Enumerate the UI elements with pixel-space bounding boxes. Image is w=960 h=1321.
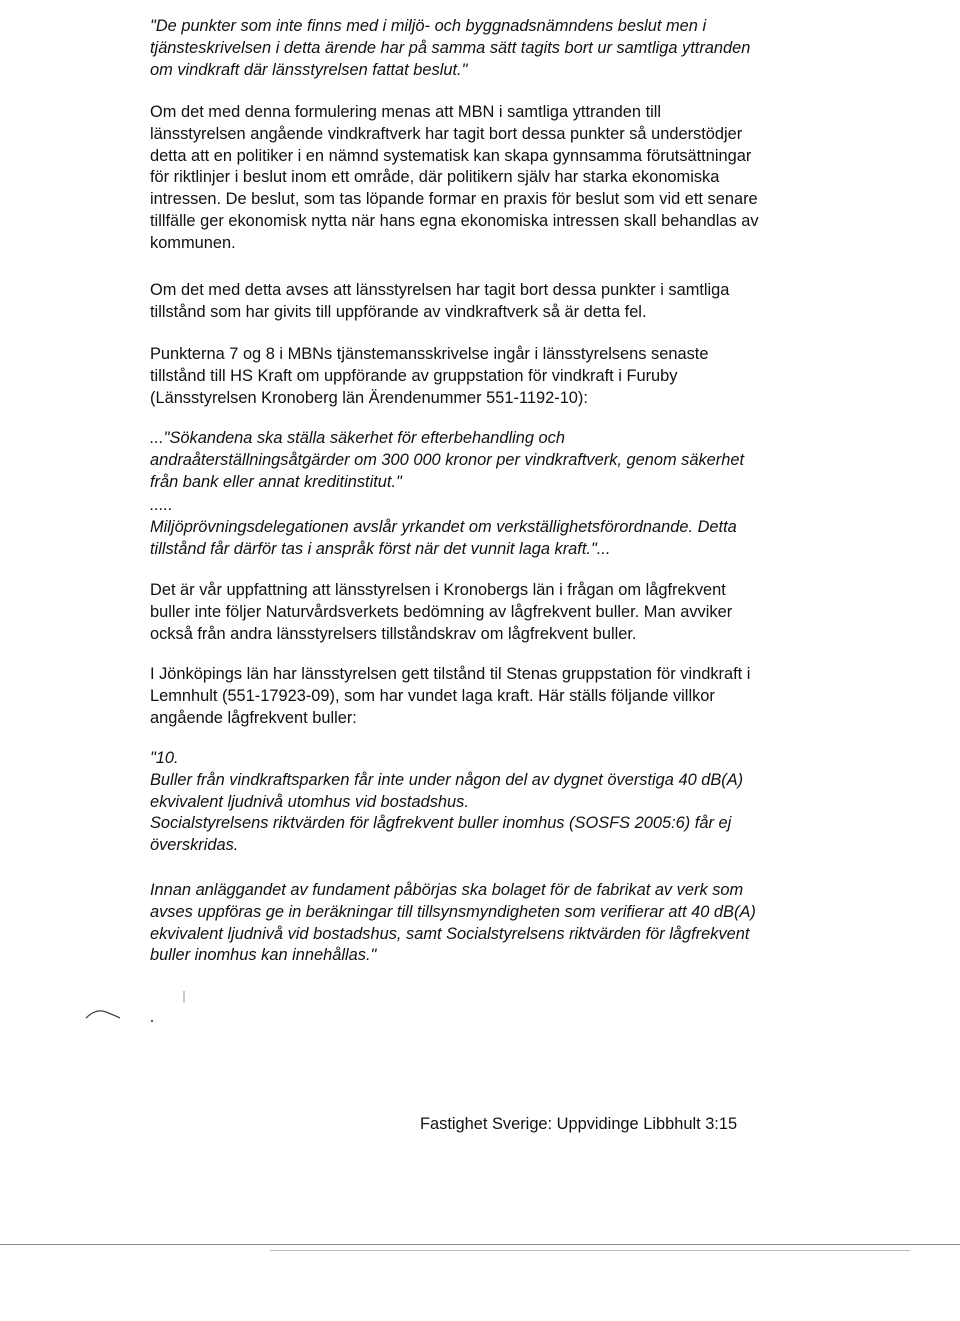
text-line: överskridas. bbox=[150, 836, 239, 855]
text-line: angående lågfrekvent buller: bbox=[150, 708, 357, 727]
text-line: tillstånd till HS Kraft om uppförande av gruppstation för vindkraft i Furuby bbox=[150, 366, 678, 385]
text-line: intressen. De beslut, som tas löpande formar en praxis för beslut som vid ett senare bbox=[150, 190, 758, 209]
text-line: om vindkraft där länsstyrelsen fattat beslut." bbox=[150, 60, 468, 79]
text-line: Det är vår uppfattning att länsstyrelsen i Kronobergs län i frågan om lågfrekvent bbox=[150, 581, 726, 599]
text-line: (Länsstyrelsen Kronoberg län Ärendenummer 551-1192-10): bbox=[150, 388, 588, 407]
text-line: Innan anläggandet av fundament påbörjas ska bolaget för de fabrikat av verk som bbox=[150, 881, 744, 899]
text-line: detta att en politiker i en nämnd systematisk kan skapa gynnsamma förutsättningar bbox=[150, 146, 752, 165]
text-line: Socialstyrelsens riktvärden för lågfrekvent buller inomhus (SOSFS 2005:6) får ej bbox=[150, 814, 732, 833]
text-line: från bank eller annat kreditinstitut." bbox=[150, 472, 402, 491]
text-line: avses uppföras ge in beräkningar till tillsynsmyndigheten som verifierar att 40 dB(A) bbox=[150, 902, 756, 921]
text-line: Buller från vindkraftsparken får inte under någon del av dygnet överstiga 40 dB(A) bbox=[150, 770, 744, 789]
text-line: tillstånd som har givits till uppförande av vindkraftverk så är detta fel. bbox=[150, 302, 647, 321]
text-line: tillstånd får därför tas i anspråk först när det vunnit laga kraft."... bbox=[150, 539, 611, 558]
text-line: Miljöprövningsdelegationen avslår yrkandet om verkställighetsförordnande. Detta bbox=[150, 517, 737, 536]
text-line: buller inte följer Naturvårdsverkets bedömning av lågfrekvent buller. Man avviker bbox=[150, 602, 733, 621]
text-line: "De punkter som inte finns med i miljö- och byggnadsnämndens beslut men i bbox=[150, 17, 707, 35]
text-line: Om det med detta avses att länsstyrelsen har tagit bort dessa punkter i samtliga bbox=[150, 281, 730, 299]
scan-dot-icon bbox=[149, 1018, 155, 1024]
quote-miljoprovning bbox=[150, 495, 830, 560]
text-line: I Jönköpings län har länsstyrelsen gett tilstånd til Stenas gruppstation för vindkraft i bbox=[150, 665, 751, 683]
text-line: för riktlinjer i beslut inom ett område, där politikern själv har starka ekonomiska bbox=[150, 168, 720, 187]
footer-property: Fastighet Sverige: Uppvidinge Libbhult 3:15 bbox=[420, 1115, 738, 1133]
scan-tick-icon bbox=[182, 990, 186, 1004]
scan-border-line bbox=[270, 1250, 910, 1251]
paragraph-formulering bbox=[150, 102, 830, 255]
paragraph-punkterna bbox=[150, 344, 830, 409]
quote-mbn-decision bbox=[150, 16, 830, 81]
text-line: Lemnhult (551-17923-09), som har vundet laga kraft. Här ställs följande villkor bbox=[150, 686, 715, 705]
text-line: ..."Sökandena ska ställa säkerhet för efterbehandling och bbox=[150, 429, 565, 447]
text-line: ekvivalent ljudnivå utomhus vid bostadshus. bbox=[150, 792, 469, 811]
scan-border-line bbox=[0, 1244, 960, 1245]
text-line: också från andra länsstyrelsers tillståndskrav om lågfrekvent buller. bbox=[150, 624, 637, 643]
text-line: kommunen. bbox=[150, 233, 236, 252]
text-line: buller inomhus kan innehållas." bbox=[150, 946, 377, 965]
paragraph-jonkoping bbox=[150, 664, 830, 729]
quote-sokandena bbox=[150, 428, 830, 493]
text-line: andraåterställningsåtgärder om 300 000 kronor per vindkraftverk, genom säkerhet bbox=[150, 450, 745, 469]
text-line: tjänsteskrivelsen i detta ärende har på samma sätt tagits bort ur samtliga yttranden bbox=[150, 38, 751, 57]
scan-mark-icon bbox=[84, 1006, 124, 1022]
text-line: Om det med denna formulering menas att MBN i samtliga yttranden till bbox=[150, 103, 662, 121]
quote-innan-anlaggandet bbox=[150, 880, 830, 967]
text-line: ekvivalent ljudnivå vid bostadshus, samt Socialstyrelsens riktvärden för lågfrekvent bbox=[150, 924, 750, 943]
text-line: tillfälle ger ekonomisk nytta när hans egna ekonomiska intressen skall behandlas av bbox=[150, 211, 759, 230]
text-line: Punkterna 7 og 8 i MBNs tjänstemansskrivelse ingår i länsstyrelsens senaste bbox=[150, 345, 709, 363]
text-line: "10. bbox=[150, 749, 179, 767]
quote-villkor-10 bbox=[150, 748, 830, 857]
text-line: länsstyrelsen angående vindkraftverk har tagit bort dessa punkter så understödjer bbox=[150, 124, 743, 143]
paragraph-avses bbox=[150, 280, 830, 324]
paragraph-var-uppfattning bbox=[150, 580, 830, 645]
text-line: ..... bbox=[150, 496, 173, 514]
